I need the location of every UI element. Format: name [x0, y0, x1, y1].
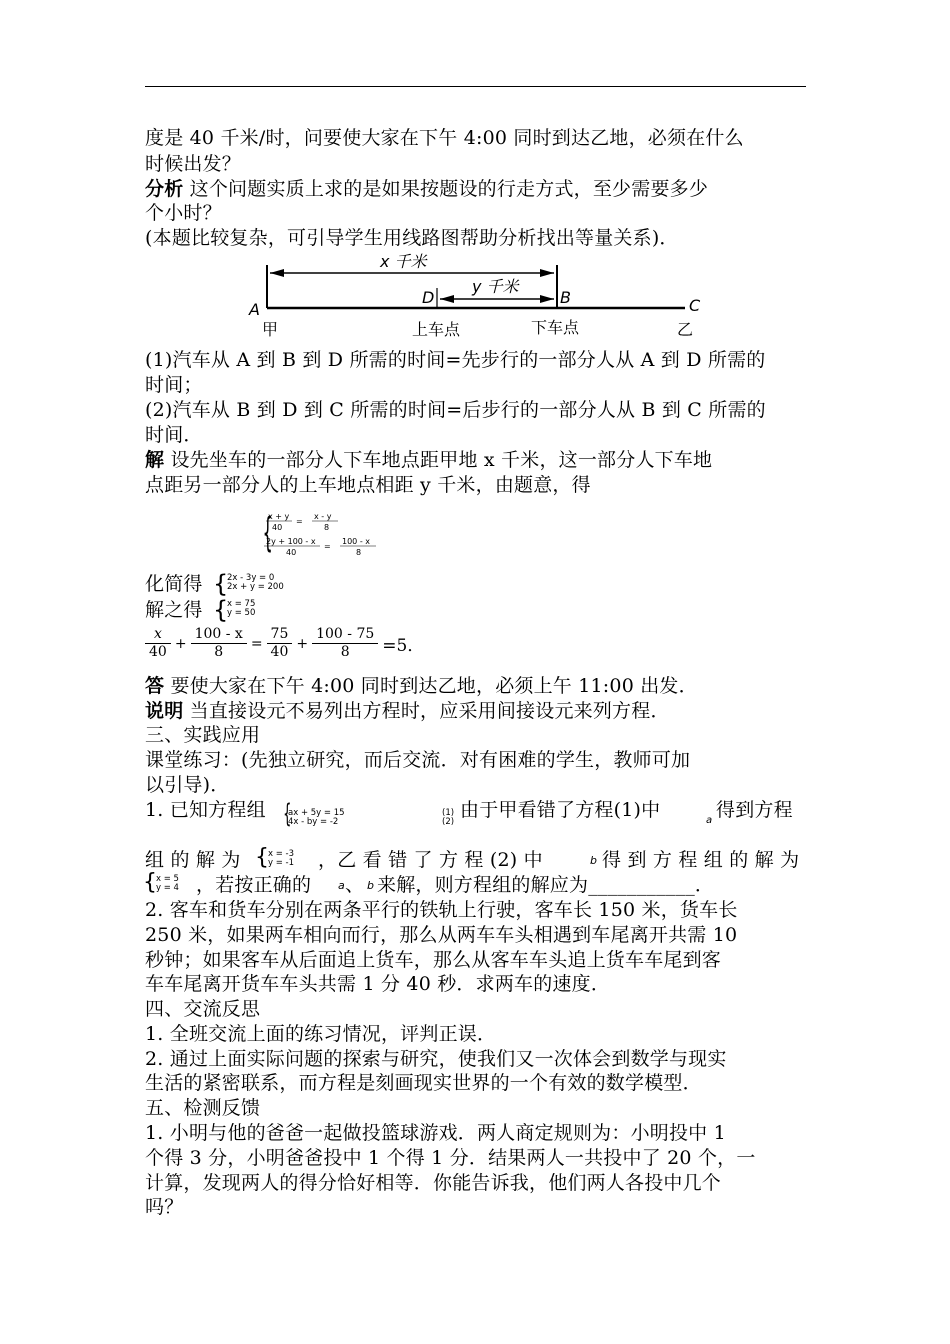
section-heading: 四、交流反思 — [145, 998, 261, 1020]
equation-brace: { — [262, 510, 273, 556]
note-label: 说明 — [145, 700, 184, 722]
text-line: 时间； — [145, 374, 203, 396]
equation-system-1 — [262, 510, 412, 560]
svg-text:40: 40 — [286, 548, 297, 557]
y-distance-label: y 千米 — [472, 277, 519, 296]
section-heading: 五、检测反馈 — [145, 1097, 261, 1119]
text-line: 以引导)． — [145, 774, 230, 796]
text-line: 时候出发？ — [145, 153, 242, 175]
point-c-label: C — [689, 296, 701, 315]
svg-text:8: 8 — [356, 548, 362, 557]
analysis-label: 分析 — [145, 178, 184, 200]
text-line: 度是 40 千米/时，问要使大家在下午 4:00 同时到达乙地，必须在什么 — [145, 127, 744, 149]
text-line: 个小时？ — [145, 202, 222, 224]
q1-equation-tags: (1) (2) — [442, 808, 455, 827]
text-line: 2. 通过上面实际问题的探索与研究，使我们又一次体会到数学与现实 — [145, 1048, 727, 1070]
text-line: 、 — [345, 874, 365, 896]
text-line: 得到方程 — [716, 799, 793, 821]
jia-label: 甲 — [262, 320, 279, 339]
text-line: 车车尾离开货车车头共需 1 分 40 秒．求两车的速度． — [145, 973, 611, 995]
text-line: 生活的紧密联系，而方程是刻画现实世界的一个有效的数学模型． — [145, 1072, 702, 1094]
alighting-point-label: 下车点 — [531, 318, 580, 337]
svg-text:2y + 100 - x: 2y + 100 - x — [266, 537, 316, 546]
text-line: 1. 已知方程组 — [145, 799, 266, 821]
text-line: 2. 客车和货车分别在两条平行的铁轨上行驶，客车长 150 米，货车长 — [145, 899, 738, 921]
text-line: 1. 小明与他的爸爸一起做投篮球游戏．两人商定规则为：小明投中 1 — [145, 1122, 726, 1144]
solution-1: x = -3 y = -1 — [268, 849, 295, 868]
equation-brace: { — [213, 570, 229, 598]
equation-brace: { — [255, 845, 269, 870]
text-line: 来解，则方程组的解应为___________． — [377, 874, 715, 896]
text-line: ，若按正确的 — [196, 874, 312, 896]
answer-label: 答 — [145, 675, 165, 697]
text-line: 解之得 — [145, 599, 203, 621]
route-diagram — [240, 253, 710, 345]
calculation-line: $\frac{x}{40}$ + $\frac{100 - x}{8}$ = $\frac{75}{40}$ + $\frac{100 - 75}{8}$ =5． — [143, 626, 426, 661]
svg-text:=: = — [324, 542, 331, 551]
solution-2: x = 5 y = 4 — [156, 874, 179, 893]
svg-text:40: 40 — [272, 523, 283, 532]
yi-label: 乙 — [677, 320, 694, 339]
svg-text:8: 8 — [324, 523, 330, 532]
x-distance-label: x 千米 — [380, 253, 427, 271]
point-a-label: A — [249, 300, 260, 319]
svg-text:x - y: x - y — [314, 512, 332, 521]
text-line: 由于甲看错了方程(1)中 — [460, 799, 661, 821]
var-a: a — [706, 815, 713, 826]
var-a: a — [338, 879, 345, 892]
text-line: 计算，发现两人的得分恰好相等．你能告诉我，他们两人各投中几个 — [145, 1172, 722, 1194]
solution-label: 解 — [145, 449, 165, 471]
text-line: 点距另一部分人的上车地点相距 y 千米，由题意，得 — [145, 474, 591, 496]
text-line: 答 要使大家在下午 4:00 同时到达乙地，必须上午 11:00 出发． — [145, 675, 698, 697]
text-line: 1. 全班交流上面的练习情况，评判正误． — [145, 1023, 497, 1045]
text-line: 分析 这个问题实质上求的是如果按题设的行走方式，至少需要多少 — [145, 178, 709, 200]
text-line: ，乙 看 错 了 方 程 (2) 中 — [318, 849, 543, 871]
text-line: 课堂练习：(先独立研究，而后交流．对有困难的学生，教师可加 — [145, 749, 691, 771]
boarding-point-label: 上车点 — [412, 320, 461, 339]
var-b: b — [590, 854, 597, 867]
equation-brace: { — [283, 799, 292, 829]
text-line: 250 米，如果两车相向而行，那么从两车车头相遇到车尾离开共需 10 — [145, 924, 738, 946]
equation-brace: { — [143, 870, 157, 895]
var-b: b — [367, 879, 374, 892]
text-line: 组 的 解 为 — [145, 849, 241, 871]
q1-equation-system: ax + 5y = 15 4x - by = -2 — [288, 808, 345, 827]
text-line: 化简得 — [145, 573, 203, 595]
equation-brace: { — [213, 596, 229, 624]
text-line: 得 到 方 程 组 的 解 为 — [602, 849, 800, 871]
text-line: (2)汽车从 B 到 D 到 C 所需的时间=后步行的一部分人从 B 到 C 所需的 — [145, 399, 766, 421]
text-line: 秒钟；如果客车从后面追上货车，那么从客车车头追上货车车尾到客 — [145, 949, 722, 971]
svg-text:=: = — [296, 517, 303, 526]
equation-system-3: x = 75 y = 50 — [227, 599, 256, 618]
point-b-label: B — [560, 288, 571, 307]
text-line: 个得 3 分，小明爸爸投中 1 个得 1 分．结果两人一共投中了 20 个，一 — [145, 1147, 756, 1169]
text-line: (1)汽车从 A 到 B 到 D 所需的时间=先步行的一部分人从 A 到 D 所需的 — [145, 349, 766, 371]
header-rule — [145, 86, 806, 87]
text-line: 说明 当直接设元不易列出方程时，应采用间接设元来列方程． — [145, 700, 670, 722]
text-line: 时间． — [145, 424, 203, 446]
svg-text:x + y: x + y — [268, 512, 290, 521]
text-line: 解 设先坐车的一部分人下车地点距甲地 x 千米，这一部分人下车地 — [145, 449, 713, 471]
section-heading: 三、实践应用 — [145, 724, 261, 746]
point-d-label: D — [422, 288, 435, 307]
text-line: 吗？ — [145, 1196, 184, 1218]
equation-system-2: 2x - 3y = 0 2x + y = 200 — [227, 573, 284, 592]
text-line: (本题比较复杂，可引导学生用线路图帮助分析找出等量关系)． — [145, 227, 679, 249]
svg-text:100 - x: 100 - x — [342, 537, 370, 546]
